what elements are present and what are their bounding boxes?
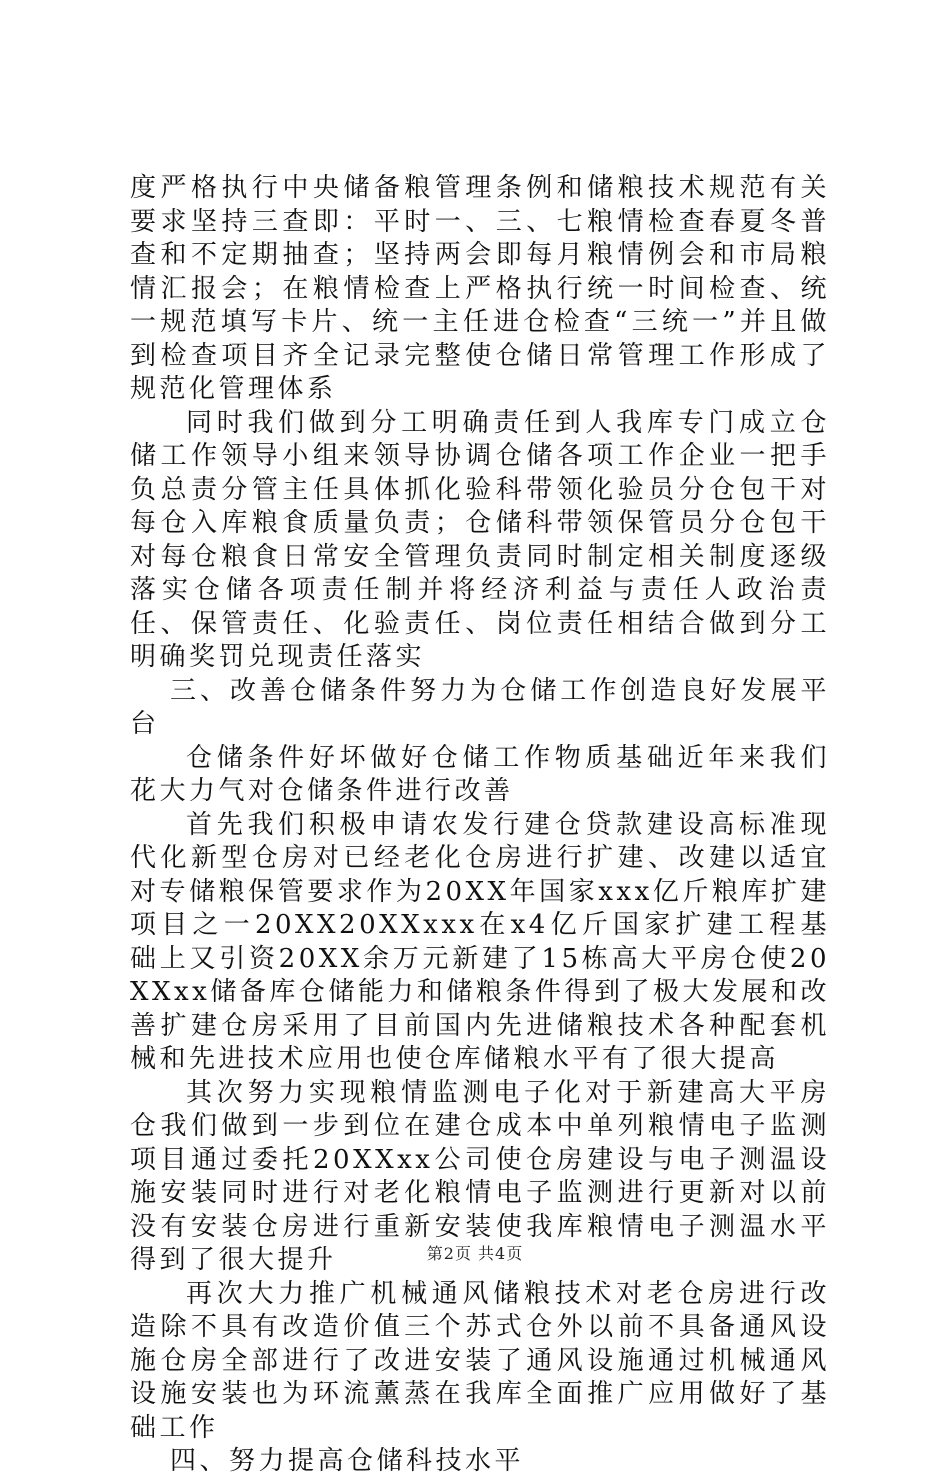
paragraph-ventilation: 再次大力推广机械通风储粮技术对老仓房进行改造除不具有改造价值三个苏式仓外以前不具备通风设施仓房全部进行了改进安装了通风设施通过机械通风设施安装也为环流薰蒸在我库全面推广应用做好了基础工作 (130, 1278, 830, 1443)
paragraph-electronic-monitoring: 其次努力实现粮情监测电子化对于新建高大平房仓我们做到一步到位在建仓成本中单列粮情电子监测项目通过委托20XXxx公司使仓房建设与电子测温设施安装同时进行对老化粮情电子监测进行更新对以前没有安装仓房进行重新安装使我库粮情电子测温水平得到了很大提升 (130, 1077, 830, 1275)
section-heading-4: 四、努力提高仓储科技水平 (170, 1446, 525, 1476)
paragraph-responsibility: 同时我们做到分工明确责任到人我库专门成立仓储工作领导小组来领导协调仓储各项工作企业一把手负总责分管主任具体抓化验科带领化验员分仓包干对每仓入库粮食质量负责；仓储科带领保管员分仓包干对每仓粮食日常安全管理负责同时制定相关制度逐级落实仓储各项责任制并将经济利益与责任人政治责任、保管责任、化验责任、岗位责任相结合做到分工明确奖罚兑现责任落实 (130, 407, 830, 672)
section-heading-3: 三、改善仓储条件努力为仓储工作创造良好发展平台 (130, 675, 830, 739)
document-body (130, 172, 830, 1479)
paragraph-warehouse-construction: 首先我们积极申请农发行建仓贷款建设高标准现代化新型仓房对已经老化仓房进行扩建、改建以适宜对专储粮保管要求作为20XX年国家xxx亿斤粮库扩建项目之一20XX20XXxxx在x4亿斤国家扩建工程基础上又引资20XX余万元新建了15栋高大平房仓使20XXxx储备库仓储能力和储粮条件得到了极大发展和改善扩建仓房采用了目前国内先进储粮技术各种配套机械和先进技术应用也使仓库储粮水平有了很大提高 (130, 809, 830, 1074)
paragraph-conditions-intro: 仓储条件好坏做好仓储工作物质基础近年来我们花大力气对仓储条件进行改善 (130, 742, 830, 806)
paragraph-continuation: 度严格执行中央储备粮管理条例和储粮技术规范有关要求坚持三查即：平时一、三、七粮情检查春夏冬普查和不定期抽查；坚持两会即每月粮情例会和市局粮情汇报会；在粮情检查上严格执行统一时间检查、统一规范填写卡片、统一主任进仓检查“三统一”并且做到检查项目齐全记录完整使仓储日常管理工作形成了规范化管理体系 (130, 173, 830, 404)
page-number-footer: 第2页 共4页 (426, 1244, 524, 1263)
